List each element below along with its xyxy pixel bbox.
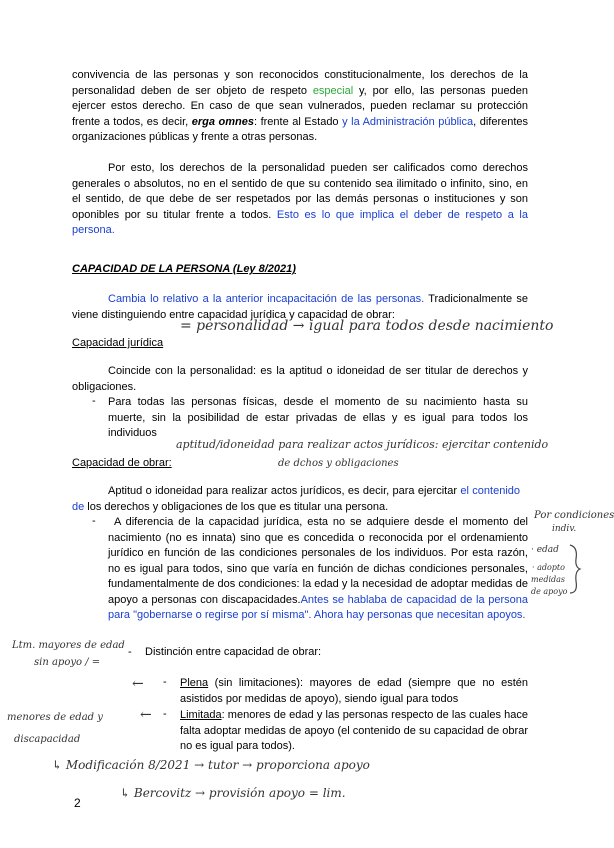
left-note: discapacidad	[14, 734, 81, 745]
text: (sin limitaciones): mayores de edad (siempre que no estén asistidos por medidas de apoyo), siendo igual para todos	[180, 677, 528, 705]
margin-note: · edad	[531, 545, 559, 555]
margin-note: medidas	[531, 575, 565, 584]
bullet-marker: -	[92, 515, 96, 527]
item-limitada	[180, 708, 528, 755]
highlight-especial: especial	[312, 84, 354, 97]
erga-omnes: erga omnes	[191, 115, 254, 128]
item-plena	[180, 676, 528, 707]
highlight-contenido: el contenido de	[72, 485, 520, 513]
handwritten-note-juridica: = personalidad → igual para todos desde nacimiento	[180, 318, 554, 334]
highlight-apoyos: Antes se hablaba de capacidad de la persona para "gobernarse o regirse por sí misma". Ahora hay personas que necesitan apoyos.	[108, 593, 528, 621]
paragraph-derechos-generales	[72, 161, 528, 239]
text: Tradicionalmente se viene distinguiendo entre capacidad jurídica y capacidad de obrar:	[72, 293, 528, 321]
highlight-deber-respeto: Esto es lo que implica el deber de respeto a la persona.	[72, 208, 528, 236]
bullet-marker: -	[163, 708, 167, 720]
left-note: Ltm. mayores de edad	[12, 640, 125, 651]
label-capacidad-obrar: Capacidad de obrar:	[72, 457, 172, 469]
section-heading: CAPACIDAD DE LA PERSONA (Ley 8/2021)	[72, 263, 296, 275]
left-note: menores de edad y	[7, 712, 103, 723]
brace-icon	[568, 543, 582, 595]
text: Aptitud o idoneidad para realizar actos jurídicos, es decir, para ejercitar	[108, 485, 461, 497]
arrow-left-icon: ←	[140, 707, 152, 723]
label-plena: Plena	[180, 677, 209, 689]
distincion-text: Distinción entre capacidad de obrar:	[145, 646, 322, 658]
bullet-marker: -	[163, 676, 167, 688]
bullet-marker: -	[128, 646, 132, 658]
handwritten-note-obrar-2: de dchos y obligaciones	[278, 458, 399, 469]
text: : frente al Estado	[253, 115, 343, 128]
label-limitada: Limitada	[180, 709, 222, 721]
left-note: sin apoyo / =	[34, 657, 101, 668]
paragraph-capacidad-obrar	[72, 484, 520, 515]
margin-note: · adopto	[532, 563, 565, 572]
bullet-personas-fisicas: Para todas las personas físicas, desde el momento de su nacimiento hasta su muerte, sin la posibilidad de estar privadas de ellas y es igual para todos los individuos	[108, 396, 528, 439]
bottom-note-bercovitz: ↳ Bercovitz → provisión apoyo = lim.	[120, 786, 346, 800]
margin-note: indiv.	[552, 524, 577, 534]
text: A diferencia de la capacidad jurídica, esta no se adquiere desde el momento del nacimiento (no es innata) sino que es concedida o reconocida por el ordenamiento jurídico en función de las condiciones personales de los individuos. Por esta razón, no es igual para todos, sino que varía en función de dichas condiciones personales, fundamentalmente de dos condiciones: la edad y la necesidad de adoptar medidas de apoyo a personas con discapacidades.	[108, 516, 528, 606]
bullet-diferencia	[108, 515, 528, 624]
highlight-administracion: y la Administración pública	[342, 115, 474, 128]
text: y, por ello, las personas pueden ejercer estos derecho. En caso de que sean vulnerados, pueden reclamar su protección frente a todos, es decir,	[72, 84, 528, 128]
text: : menores de edad y las personas respecto de las cuales hace falta adoptar medidas de apoyo (el contenido de su capacidad de obrar no es igual para todos).	[180, 709, 528, 752]
paragraph-derechos-personalidad	[72, 68, 528, 146]
margin-note: Por condiciones	[534, 510, 614, 521]
paragraph-capacidad-juridica: Coincide con la personalidad: es la aptitud o idoneidad de ser titular de derechos y obligaciones.	[72, 365, 528, 393]
handwritten-note-obrar-1: aptitud/idoneidad para realizar actos jurídicos: ejercitar contenido	[176, 438, 549, 451]
arrow-left-icon: ←	[132, 676, 144, 692]
text: los derechos y obligaciones de los que es titular una persona.	[84, 500, 389, 513]
bullet-marker: -	[92, 395, 96, 407]
page-number: 2	[74, 796, 81, 810]
highlight-cambio: Cambia lo relativo a la anterior incapacitación de las personas.	[108, 293, 425, 305]
text: Por esto, los derechos de la personalidad pueden ser calificados como derechos generales o absolutos, no en el sentido de que su contenido sea ilimitado o infinito, sino, en el sentido, de que debe de ser respetados por las demás personas o instituciones y son oponibles por su titular frente a todos.	[72, 162, 528, 221]
margin-note: de apoyo	[531, 587, 568, 596]
bottom-note-modificacion: ↳ Modificación 8/2021 → tutor → proporciona apoyo	[52, 758, 370, 772]
text: , diferentes organizaciones públicas y frente a otras personas.	[72, 115, 529, 143]
label-capacidad-juridica: Capacidad jurídica	[72, 337, 164, 349]
text: convivencia de las personas y son reconocidos constitucionalmente, los derechos de la personalidad deben de ser objeto de respeto	[72, 69, 528, 97]
